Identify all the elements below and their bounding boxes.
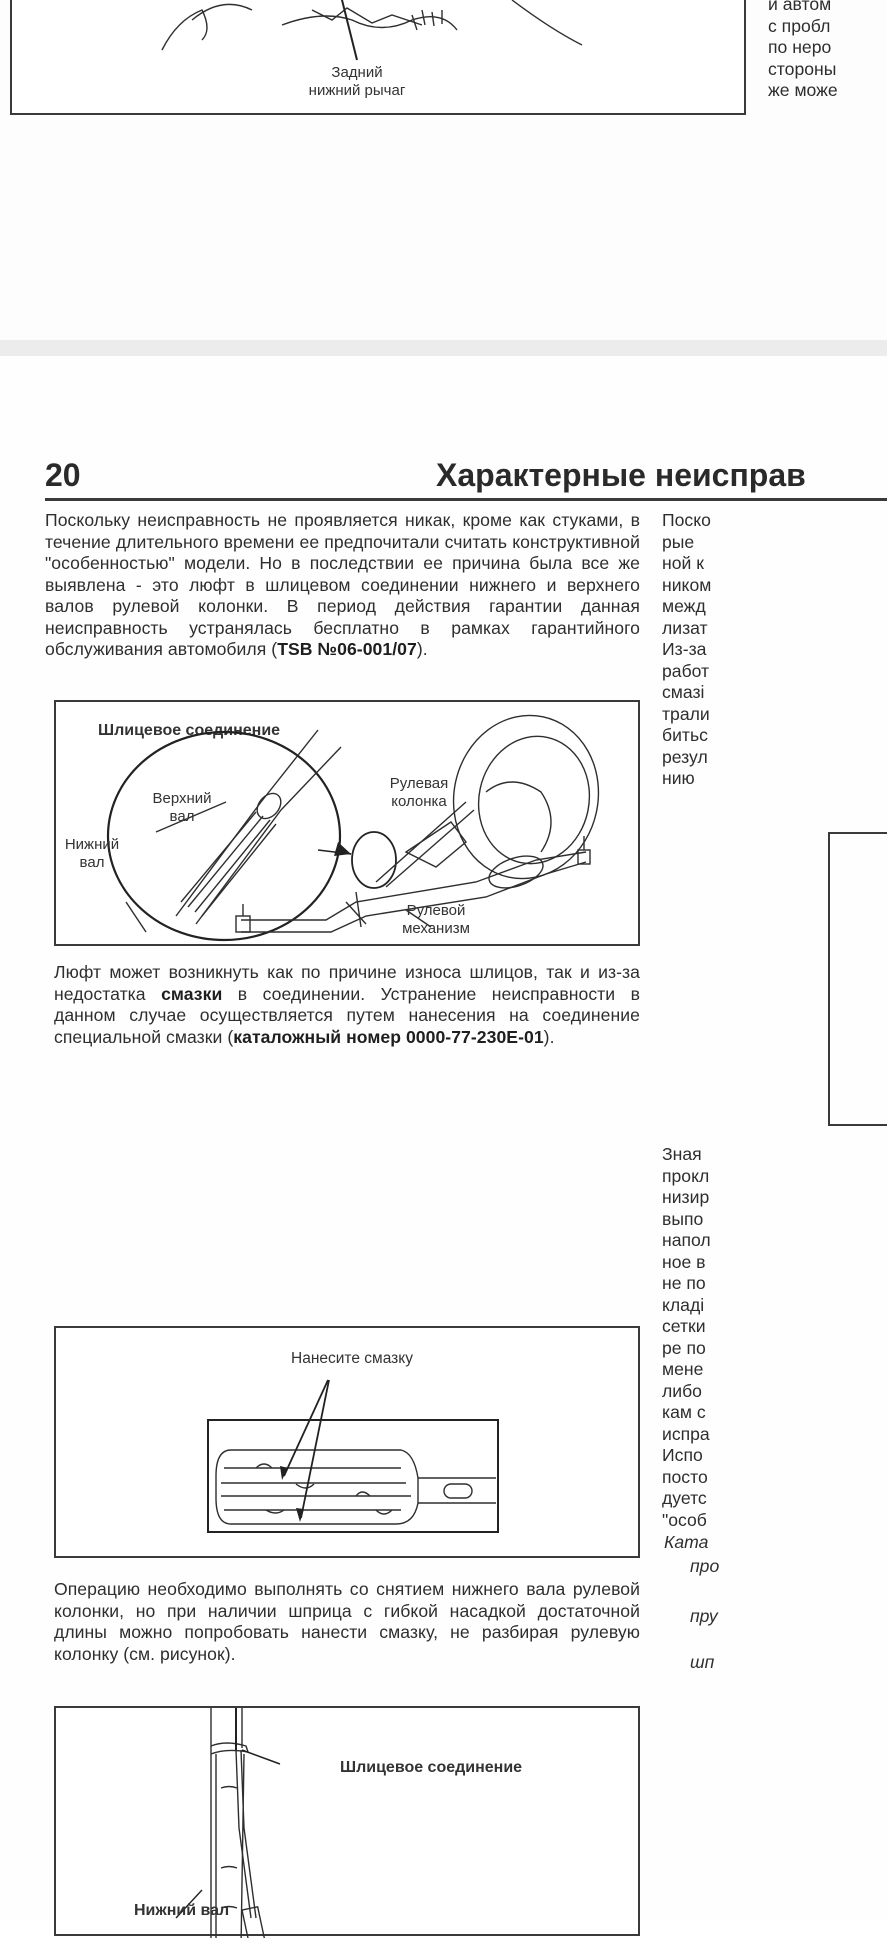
lower-shaft-label: Нижний	[64, 836, 120, 853]
right-column-block-1: Поско рые ной к ником межд лизат Из-за работ смазі трали битьс резул нию	[662, 510, 712, 788]
lower-shaft-label-2: Нижний вал	[134, 1902, 230, 1919]
paragraph-procedure: Операцию необходимо выполнять со снятием нижнего вала рулевой колонки, но при наличии шприца с гибкой насадкой достаточной длины можно попробовать нанести смазку, не разбирая рулевую колонку (см. рисунок).	[54, 1579, 640, 1664]
right-column-block-2: Зная прокл низир выпо напол ное в не по кладі сетки ре по мене либо кам с испра Испо посто дуетс "особ	[662, 1144, 711, 1530]
right-column-figure	[828, 832, 887, 1126]
header-rule	[45, 498, 887, 501]
figure-label-rear: Задний	[331, 64, 383, 81]
figure-label-lower-arm: нижний рычаг	[308, 82, 406, 99]
spline-joint-label: Шлицевое соединение	[340, 1759, 523, 1776]
figure-spline-joint-overview: Шлицевое соединение Верхний вал Нижний вал Рулевая колонка Рулевой механизм	[54, 700, 640, 946]
page-title: Характерные неисправ	[436, 457, 806, 493]
figure-apply-grease	[54, 1326, 640, 1558]
paragraph-cause: Люфт может возникнуть как по причине износа шлицов, так и из-за недостатка смазки в соединении. Устранение неисправности в данном случае осуществляется путем нанесения на соединение специальной смазки (каталожный номер 0000-77-230E-01).	[54, 962, 640, 1047]
steering-column-drawing	[56, 702, 642, 948]
upper-shaft-label: Верхний	[152, 790, 212, 807]
catalog-number: каталожный номер 0000-77-230E-01	[233, 1026, 544, 1047]
figure-syringe-grease	[54, 1706, 640, 1936]
figure-rear-lower-arm	[10, 0, 746, 115]
right-column-fragment-top: и автом с пробл по неро стороны же може	[768, 0, 838, 100]
figure1-title: Шлицевое соединение	[98, 722, 281, 739]
apply-grease-label: Нанесите смазку	[291, 1350, 413, 1367]
steering-gear-label: Рулевой	[406, 902, 466, 919]
paragraph-intro: Поскольку неисправность не проявляется никак, кроме как стуками, в течение длительного времени ее предпочитали считать конструктивной "особенностью" модели. Но в последствии ее причина была все же выявлена - это люфт в шлицевом соединении нижнего и верхнего валов рулевой колонки. В период действия гарантии данная неисправность устранялась бесплатно в рамках гарантийного обслуживания автомобиля (TSB №06-001/07).	[45, 510, 640, 659]
steering-column-label: Рулевая	[389, 775, 449, 792]
right-column-italic-list: Ката про пру шп	[664, 1532, 720, 1672]
page-number: 20	[45, 457, 81, 493]
splined-shaft-drawing	[56, 1328, 642, 1560]
tsb-reference: TSB №06-001/07	[277, 639, 417, 659]
page-separator	[0, 340, 887, 356]
